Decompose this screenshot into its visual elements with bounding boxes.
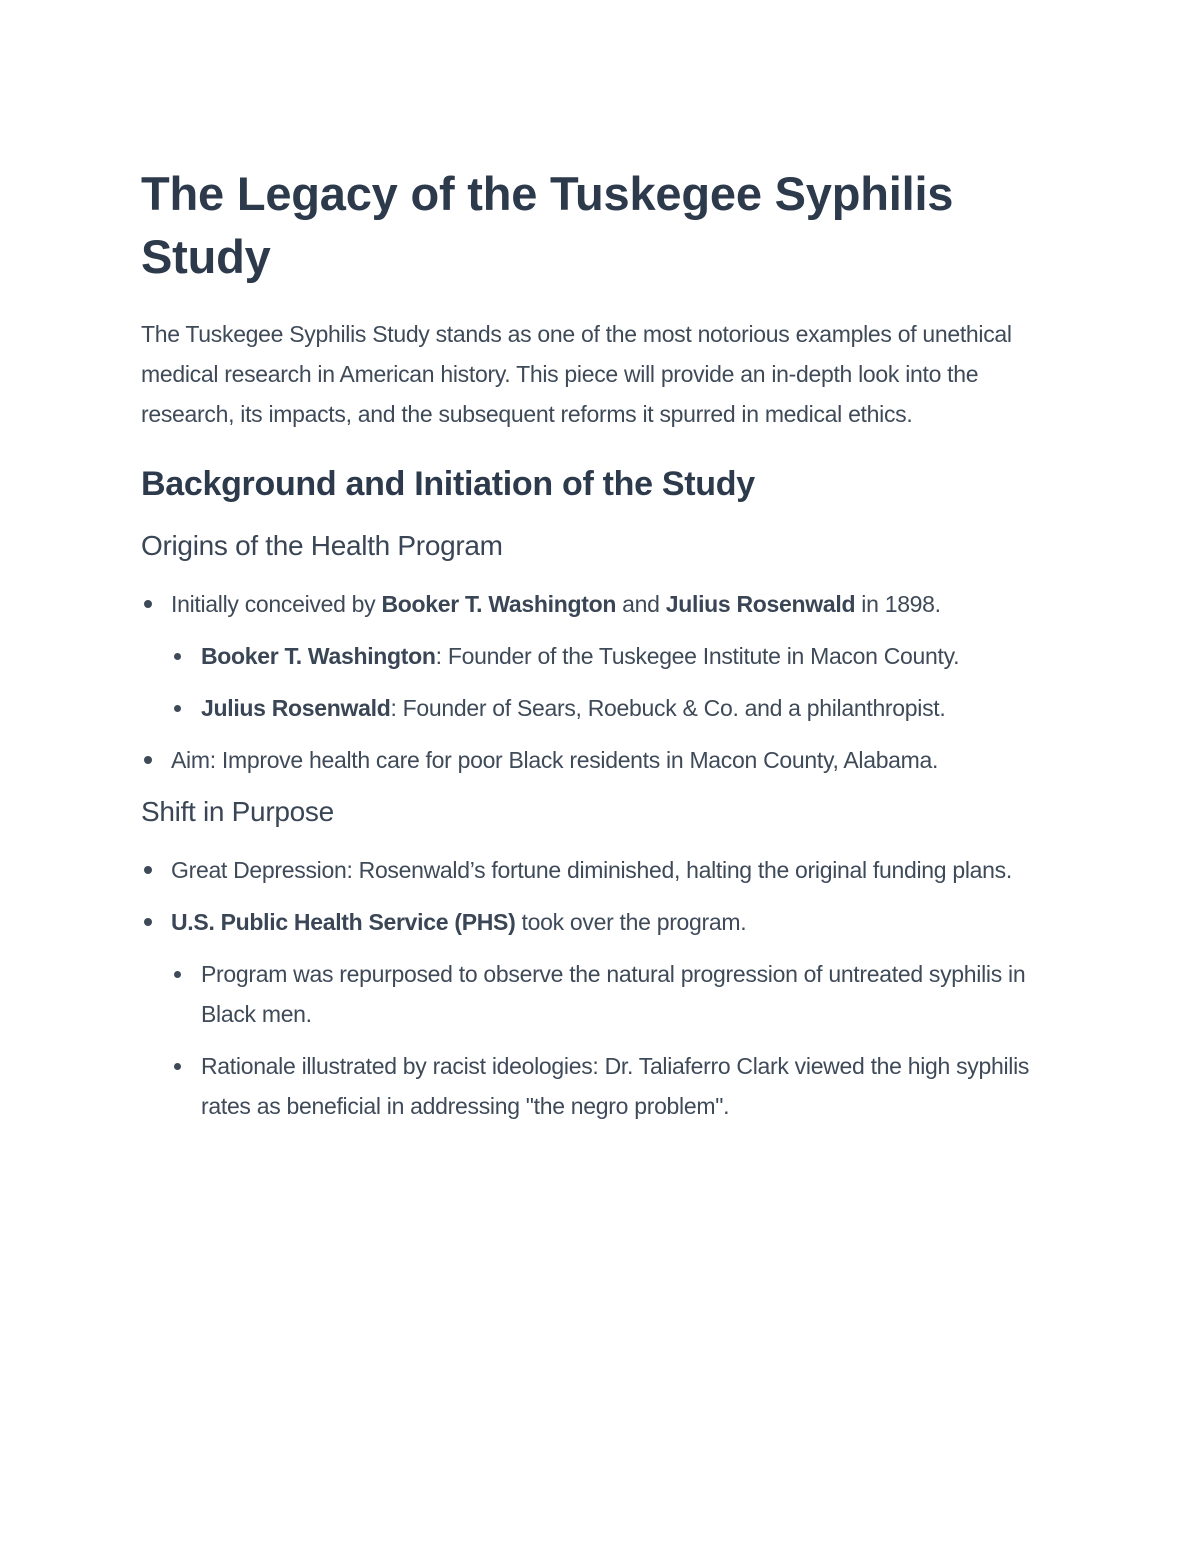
bold-name: Julius Rosenwald: [201, 695, 391, 721]
subsection-heading-shift: Shift in Purpose: [141, 796, 334, 827]
list-item: [141, 740, 1061, 780]
section-heading-background: Background and Initiation of the Study: [141, 465, 755, 503]
bullet-icon: [144, 756, 152, 764]
document-title: The Legacy of the Tuskegee Syphilis Study: [141, 167, 954, 283]
document-page: [141, 162, 1061, 1138]
bullet-icon: [144, 600, 152, 608]
bold-name: Booker T. Washington: [201, 643, 436, 669]
list-text: Program was repurposed to observe the natural progression of untreated syphilis in Black men.: [201, 961, 1026, 1027]
list-text: in 1898.: [855, 591, 941, 617]
nested-list: [171, 636, 1061, 728]
list-item: [141, 584, 1061, 728]
nested-list: [171, 954, 1061, 1126]
bullet-icon: [174, 971, 181, 978]
origins-list: [141, 584, 1061, 780]
subsection-heading-origins: Origins of the Health Program: [141, 530, 503, 561]
list-text: Great Depression: Rosenwald’s fortune diminished, halting the original funding plans.: [171, 857, 1012, 883]
bullet-icon: [144, 918, 152, 926]
list-item: [141, 850, 1061, 890]
bold-name: Julius Rosenwald: [665, 591, 856, 617]
intro-paragraph: The Tuskegee Syphilis Study stands as one of the most notorious examples of unethical medical research in American history. This piece will provide an in-depth look into the research, its impacts, and the subsequent reforms it spurred in medical ethics.: [141, 321, 1012, 427]
list-text: and: [616, 591, 666, 617]
list-text: : Founder of the Tuskegee Institute in Macon County.: [435, 643, 960, 669]
bullet-icon: [174, 705, 181, 712]
nested-list-item: [171, 1046, 1061, 1126]
list-text: Aim: Improve health care for poor Black residents in Macon County, Alabama.: [171, 747, 939, 773]
bold-name: Booker T. Washington: [381, 591, 617, 617]
list-text: Initially conceived by: [171, 591, 382, 617]
list-text: Rationale illustrated by racist ideologies: Dr. Taliaferro Clark viewed the high syphilis rates as beneficial in addressing "the negro problem".: [201, 1053, 1030, 1119]
nested-list-item: [171, 636, 1061, 676]
list-text: took over the program.: [515, 909, 747, 935]
list-text: : Founder of Sears, Roebuck & Co. and a philanthropist.: [390, 695, 946, 721]
list-item: [141, 902, 1061, 1126]
shift-list: [141, 850, 1061, 1126]
bullet-icon: [174, 1063, 181, 1070]
bullet-icon: [174, 653, 181, 660]
nested-list-item: [171, 688, 1061, 728]
bold-name: U.S. Public Health Service (PHS): [171, 909, 516, 935]
nested-list-item: [171, 954, 1061, 1034]
bullet-icon: [144, 866, 152, 874]
